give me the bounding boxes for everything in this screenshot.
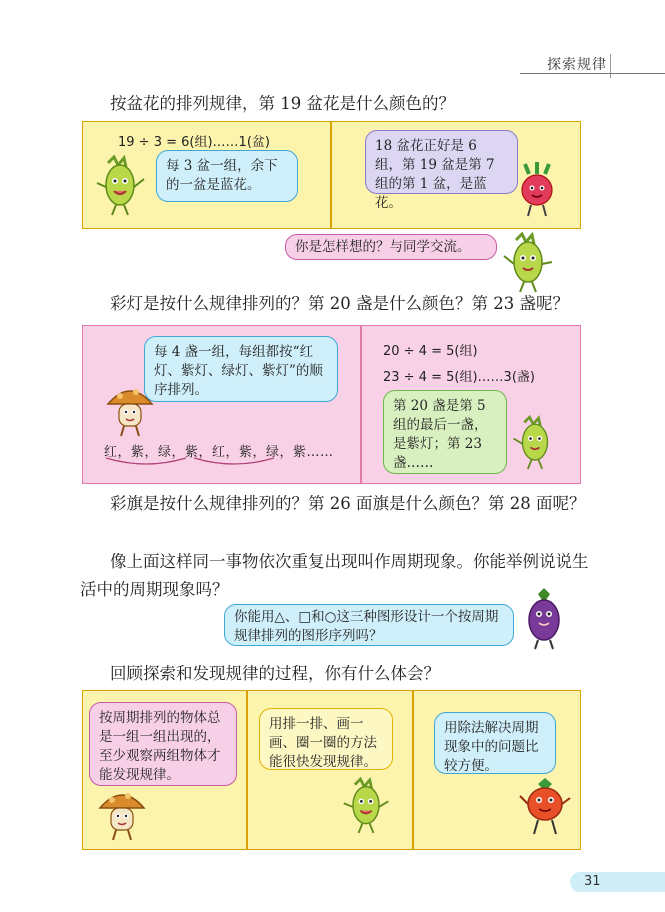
- corn-character-icon: [500, 232, 556, 294]
- q4-panel-divider-2: [412, 690, 414, 849]
- q2-bubble-right: 第 20 盏是第 5 组的最后一盏，是紫灯；第 23 盏……: [383, 390, 507, 474]
- q4-bubble-3: 用除法解决周期现象中的问题比较方便。: [434, 712, 556, 774]
- q2-panel-divider: [360, 325, 362, 483]
- question-1: 按盆花的排列规律，第 19 盆花是什么颜色的？: [110, 94, 455, 113]
- question-2: 彩灯是按什么规律排列的？第 20 盏是什么颜色？第 23 盏呢？: [110, 294, 569, 313]
- tomato-character-icon: [518, 776, 572, 836]
- question-4: 回顾探索和发现规律的过程，你有什么体会？: [110, 664, 440, 683]
- q1-bubble-left: 每 3 盆一组，余下的一盆是蓝花。: [156, 150, 298, 202]
- radish-character-icon: [515, 162, 559, 218]
- q2-formula-1: 20 ÷ 4 = 5(组): [383, 344, 478, 359]
- section-title: 探索规律: [547, 57, 607, 73]
- q1-think-bubble: 你是怎样想的？与同学交流。: [285, 234, 497, 260]
- corn-character-icon: [92, 155, 148, 217]
- q1-bubble-right: 18 盆花正好是 6 组，第 19 盆是第 7 组的第 1 盆，是蓝花。: [365, 130, 518, 194]
- mushroom-character-icon: [104, 382, 156, 438]
- mushroom-character-icon: [96, 786, 148, 842]
- q4-panel-divider-1: [246, 690, 248, 849]
- eggplant-character-icon: [520, 588, 568, 650]
- q2-formula-2: 23 ÷ 4 = 5(组)……3(盏): [383, 370, 535, 385]
- q4-bubble-2: 用排一排、画一画、圈一圈的方法能很快发现规律。: [259, 708, 393, 770]
- q1-formula: 19 ÷ 3 = 6(组)……1(盆): [118, 135, 270, 150]
- group-arcs: [104, 456, 276, 470]
- q4-bubble-1: 按周期排列的物体总是一组一组出现的，至少观察两组物体才能发现规律。: [89, 702, 237, 786]
- page-number: 31: [570, 872, 665, 892]
- shape-design-bubble: 你能用△、□和○这三种图形设计一个按周期规律排列的图形序列吗？: [224, 604, 514, 646]
- corn-character-icon: [510, 414, 560, 472]
- header-divider: [610, 54, 611, 78]
- q1-panel-divider: [330, 121, 332, 228]
- question-3: 彩旗是按什么规律排列的？第 26 面旗是什么颜色？第 28 面呢？: [110, 494, 586, 513]
- periodic-paragraph: 像上面这样同一事物依次重复出现叫作周期现象。你能举例说说生活中的周期现象吗？: [80, 552, 589, 599]
- corn-character-icon: [340, 776, 392, 836]
- light-sequence: 红，紫，绿，紫，红，紫，绿，紫……: [104, 445, 334, 460]
- q2-bubble-left: 每 4 盏一组，每组都按“红灯、紫灯、绿灯、紫灯”的顺序排列。: [144, 336, 338, 402]
- header-rule: [520, 73, 665, 74]
